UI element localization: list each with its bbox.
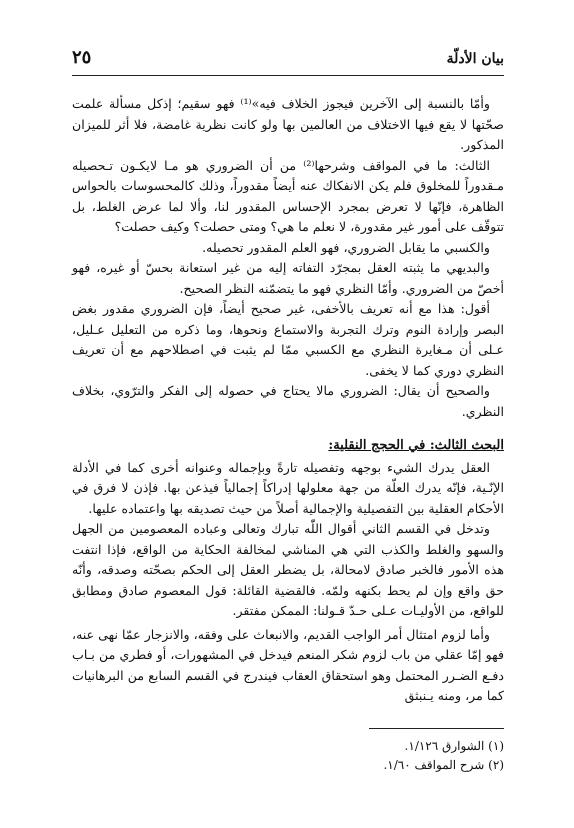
paragraph: الثالث: ما في المواقف وشرحها⁽²⁾ من أن الضروري هو مـا لايكـون تـحصيله مـقدوراً للمخلوق فلم يكن الانفكاك عنه أيضاً مقدوراً، وذلك كالمحسوسات بالحواس الظاهرة، فإنّها لا تعرض بمجرد الإحساس المقدور لنا، وألا لما عرض الغلط، بل تتوقّف على أمور غير مقدورة، لا نعلم ما هي؟ ومتى حصلت؟ وكيف حصلت؟ [72, 157, 504, 234]
page-header [72, 45, 504, 76]
main-text [72, 94, 504, 707]
paragraph: والكسبي ما يقابل الضروري، فهو العلم المقدور تحصيله. [202, 239, 490, 255]
section-heading: البحث الثالث: في الحجج النقلية: [328, 438, 504, 453]
running-title: بيان الأدلّة [446, 51, 504, 67]
footnote-divider [369, 728, 504, 729]
paragraph: وتدخل في القسم الثاني أقوال اللّٰه تبارك وتعالى وعباده المعصومين من الجهل والسهو والغلط والكذب التي هي المناشي لمخالفة الحكاية من الواقع، فإذا انتفت هذه الأمور فالخبر صادق لامحالة، بل يضطر العقل إلى الحكم بصحّته وصدقه، وأنّه حق واقع وإن لم يحط بكنهه ولمّه. فالقضية القائلة: قول المعصوم صادق ومطابق للواقع، من الأوليـات عـلى حـدّ قـولنا: الممكن مفتقر. [72, 521, 504, 618]
paragraph: العقل يدرك الشيء بوجهه وتفصيله تارةً وبإجماله وعنوانه أخرى كما في الأدلة الإنّـية، فإنّه يدرك العلّة من جهة معلولها إدراكاً إجمالياً فيذعن بها. فإذن لا فرق في الأحكام العقلية بين التفصيلية والإجمالية أصلاً من حيث تصديقه بها واعتماده عليها. [72, 459, 504, 516]
footnotes [72, 728, 504, 775]
footnote: (١) الشوارق ١/١٢٦. [404, 739, 504, 753]
paragraph: والصحيح أن يقال: الضروري مالا يحتاج في حصوله إلى الفكر والترّوي، بخلاف النظري. [72, 383, 504, 419]
page-number: ٢٥ [72, 47, 92, 68]
paragraph: وأمّا بالنسبة إلى الآخرين فيجوز الخلاف فيه»⁽¹⁾ فهو سقيم؛ إذكل مسألة علمت صحّتها لا يقع فيها الاختلاف من العالمين بها ولو كانت نظرية غامضة، فلا أثر للميزان المذكور. [72, 96, 504, 152]
paragraph: والبديهي ما يثبته العقل بمجرّد التفاته إليه من غير استعانة بحسّ أو غيره، فهو أخصّ من الضروري. وأمّا النظري فهو ما يتضمّنه النظر الصحيح. [72, 260, 504, 296]
footnote: (٢) شرح المواقف ١/٦٠. [383, 758, 504, 772]
paragraph: أقول: هذا مع أنه تعريف بالأخفى، غير صحيح أيضاً، فإن الضروري مقدور بغض البصر وإرادة النوم وترك التجربة والاستماع ونحوها، وما ذكره من التعليل عـليل، عـلى أن مـغايرة النظري مع الكسبي ممّا لم يثبت في اصطلاحهم مع أن تعريف النظري دوري كما لا يخفى. [72, 301, 505, 378]
paragraph: وأما لزوم امتثال أمر الواجب القديم، والانبعاث على وفقه، والانزجار عمّا نهى عنه، فهو إمّا عقلي من باب لزوم شكر المنعم فيدخل في المشهورات، أو فطري من بـاب دفـع الضـرر المحتمل وهو استحقاق العقاب فيندرج في القسم السابع من البرهانيات كما مر، ومنه يـنبثق [72, 626, 504, 703]
